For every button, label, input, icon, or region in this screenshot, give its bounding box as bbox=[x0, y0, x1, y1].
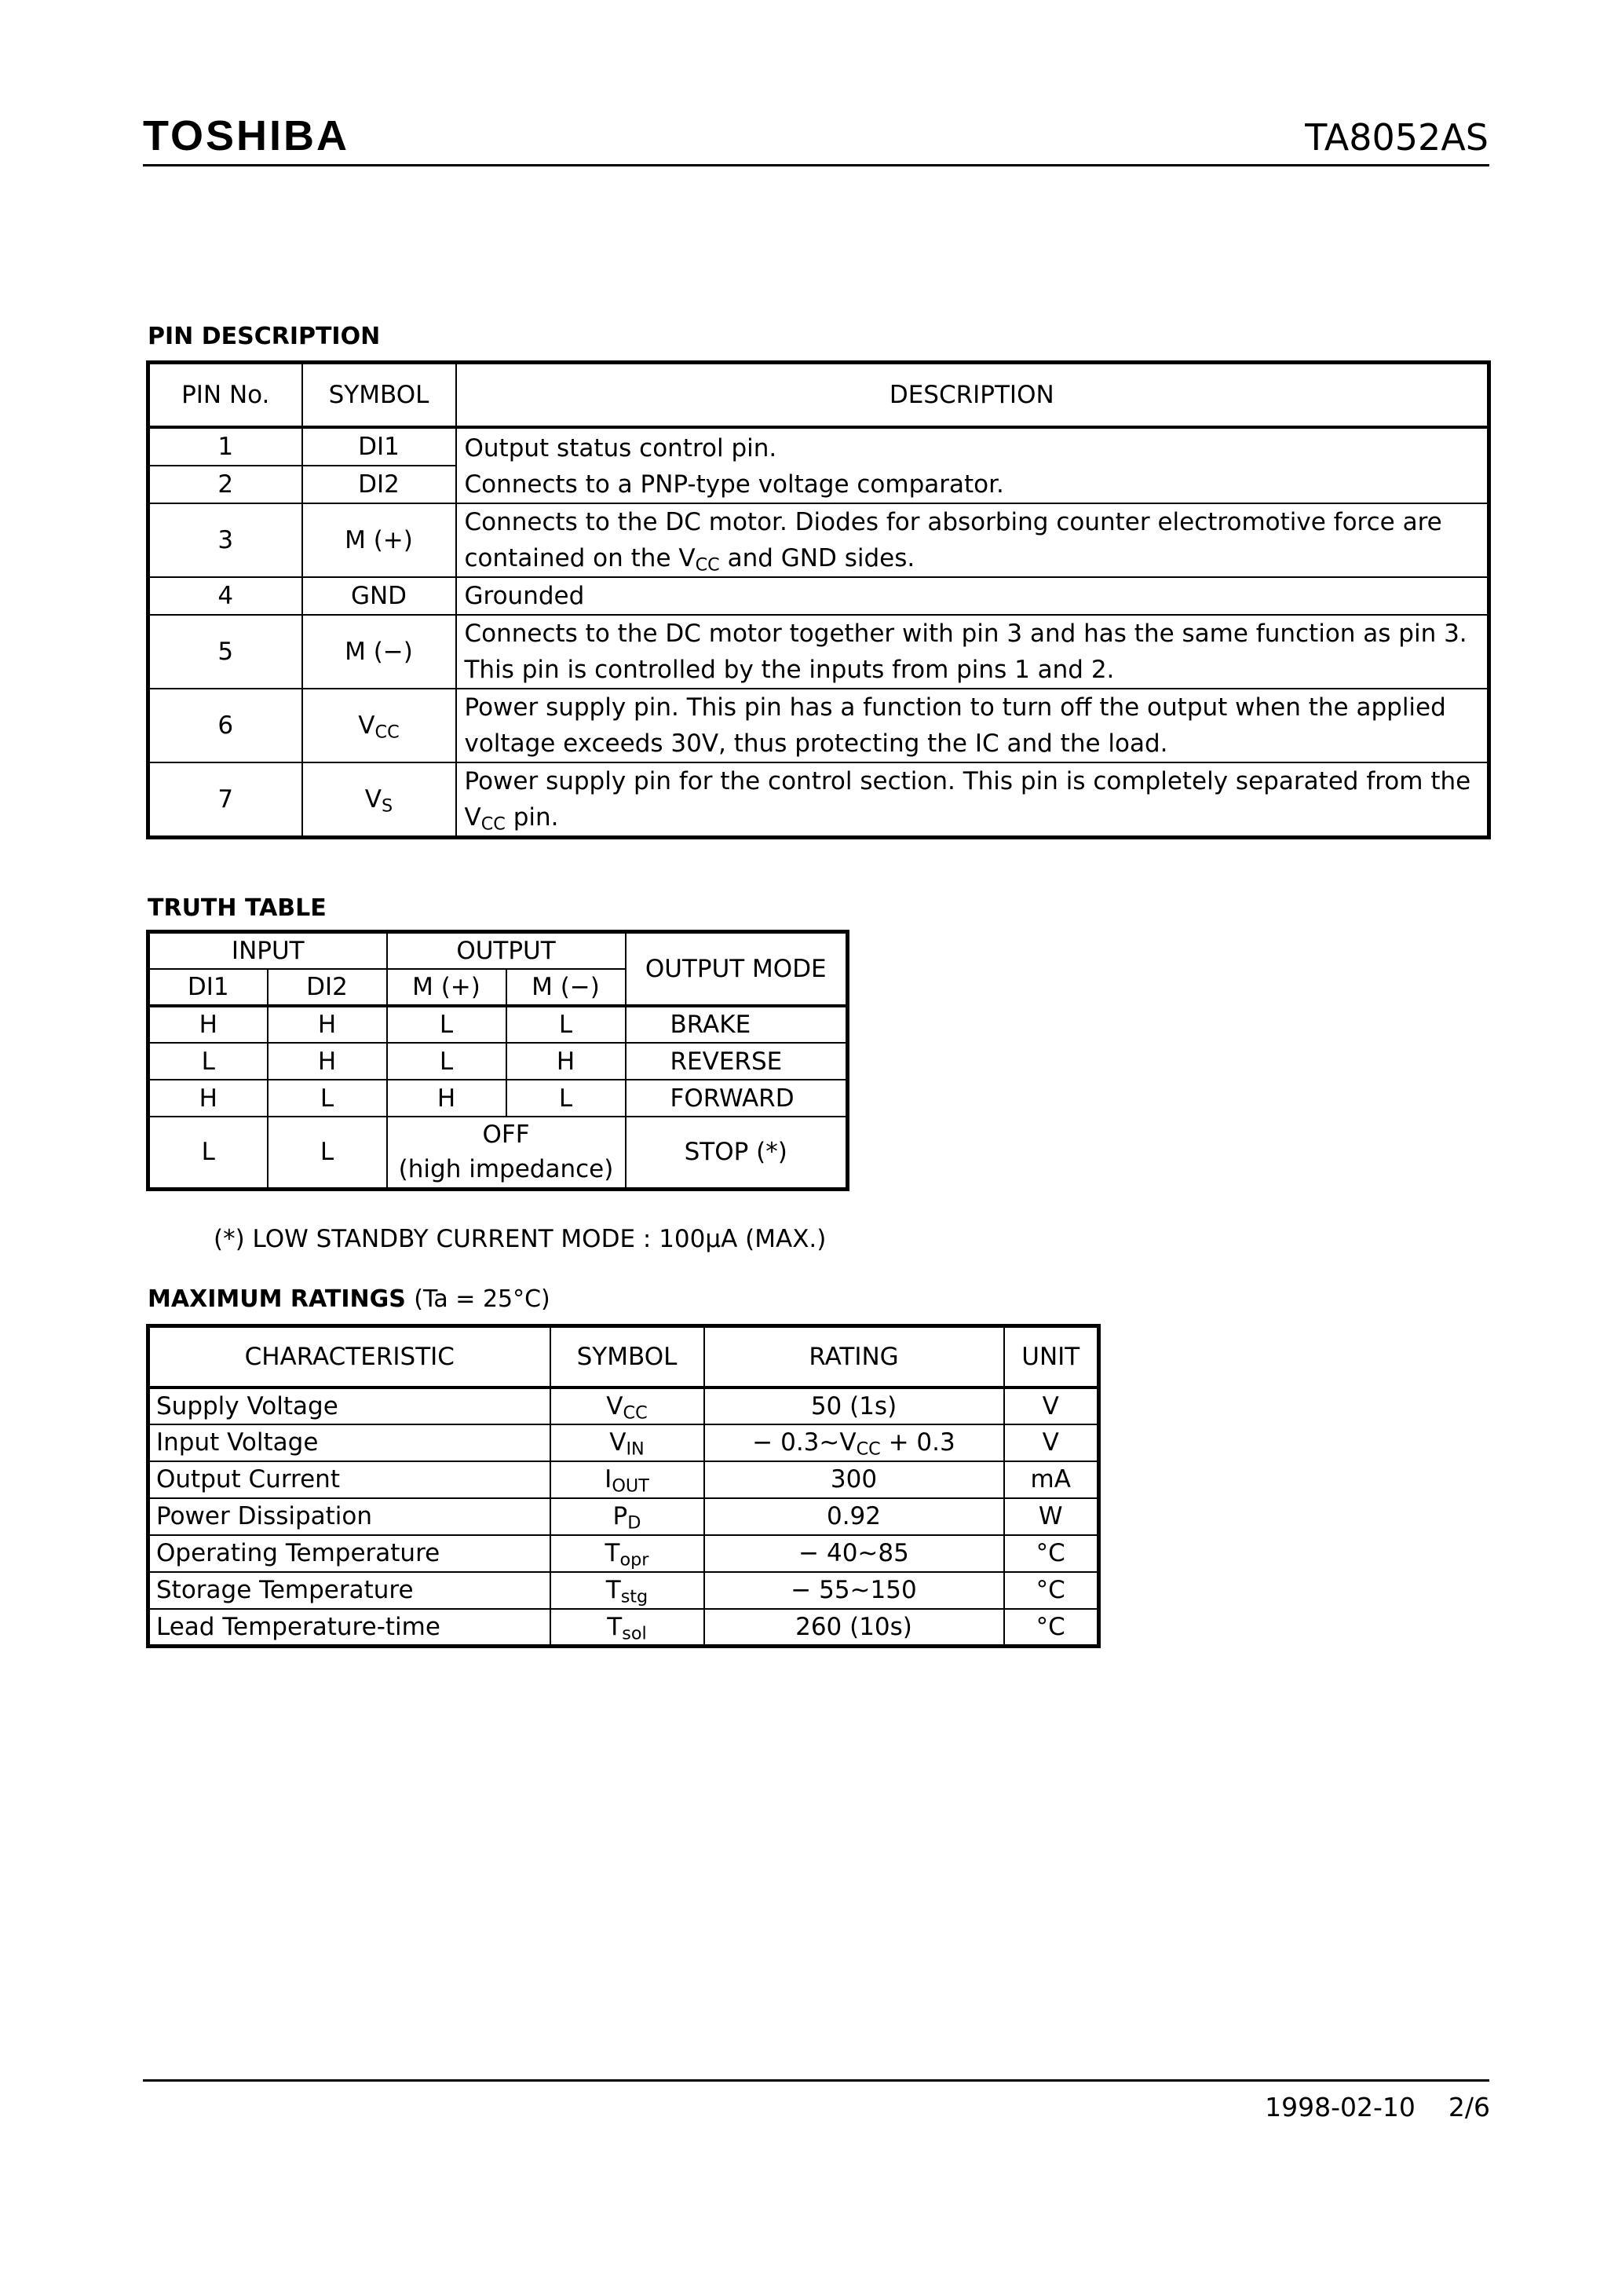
cell-di1: L bbox=[148, 1043, 268, 1080]
cell-characteristic: Storage Temperature bbox=[148, 1572, 550, 1609]
cell-symbol: $V_{CC}$ bbox=[550, 1387, 704, 1424]
cell-mode: FORWARD bbox=[626, 1080, 848, 1117]
max-ratings-heading: MAXIMUM RATINGS bbox=[148, 1285, 406, 1313]
cell-mplus: L bbox=[387, 1043, 506, 1080]
pin-number: 5 bbox=[148, 615, 302, 689]
cell-symbol: $T_{opr}$ bbox=[550, 1535, 704, 1572]
table-row bbox=[148, 1043, 848, 1080]
brand-logo: TOSHIBA bbox=[143, 112, 350, 159]
cell-unit: V bbox=[1004, 1424, 1099, 1461]
truth-table bbox=[146, 930, 849, 1191]
cell-unit: W bbox=[1004, 1498, 1099, 1535]
pin-number: 4 bbox=[148, 577, 302, 615]
pin-symbol: DI1 bbox=[302, 427, 456, 466]
pin-description: Output status control pin. bbox=[464, 433, 777, 462]
cell-rating: − 40~85 bbox=[704, 1535, 1004, 1572]
cell-characteristic: Operating Temperature bbox=[148, 1535, 550, 1572]
pin-number: 6 bbox=[148, 689, 302, 762]
col-header-symbol: SYMBOL bbox=[550, 1326, 704, 1387]
table-row bbox=[148, 1117, 848, 1189]
cell-unit: °C bbox=[1004, 1572, 1099, 1609]
pin-description: Connects to the DC motor. Diodes for absorbing counter electromotive force are contained on the $V_{CC}$ and GND sides. bbox=[456, 503, 1489, 577]
table-row bbox=[148, 503, 1489, 577]
input-group-header: INPUT bbox=[148, 932, 387, 970]
cell-mplus: L bbox=[387, 1006, 506, 1043]
cell-di2: H bbox=[268, 1043, 387, 1080]
cell-symbol: $T_{sol}$ bbox=[550, 1609, 704, 1647]
pin-number: 1 bbox=[148, 427, 302, 466]
cell-di2: L bbox=[268, 1080, 387, 1117]
pin-symbol: M (+) bbox=[302, 503, 456, 577]
cell-rating: 0.92 bbox=[704, 1498, 1004, 1535]
col-header-mminus: M (−) bbox=[506, 969, 626, 1006]
table-row bbox=[148, 762, 1489, 838]
cell-unit: °C bbox=[1004, 1609, 1099, 1647]
cell-mminus: H bbox=[506, 1043, 626, 1080]
table-row bbox=[148, 1006, 848, 1043]
col-header-rating: RATING bbox=[704, 1326, 1004, 1387]
cell-mminus: L bbox=[506, 1006, 626, 1043]
pin-description-title: PIN DESCRIPTION bbox=[148, 323, 381, 350]
pin-description: Power supply pin. This pin has a function to turn off the output when the applied voltage exceeds 30V, thus protecting the IC and the load. bbox=[456, 689, 1489, 762]
output-off-label: OFF bbox=[482, 1121, 530, 1150]
cell-mode: BRAKE bbox=[626, 1006, 848, 1043]
table-row bbox=[148, 1080, 848, 1117]
pin-description-table bbox=[146, 360, 1491, 839]
max-ratings-table bbox=[146, 1324, 1101, 1648]
truth-table-title: TRUTH TABLE bbox=[148, 894, 327, 922]
cell-characteristic: Lead Temperature-time bbox=[148, 1609, 550, 1647]
pin-number: 2 bbox=[148, 466, 302, 503]
cell-output-off bbox=[387, 1117, 626, 1189]
pin-description: Connects to the DC motor together with pin 3 and has the same function as pin 3. This pin is controlled by the inputs from pins 1 and 2. bbox=[456, 615, 1489, 689]
cell-symbol: $P_D$ bbox=[550, 1498, 704, 1535]
footer-date: 1998-02-10 bbox=[1265, 2092, 1416, 2122]
pin-symbol: GND bbox=[302, 577, 456, 615]
cell-rating: 260 (10s) bbox=[704, 1609, 1004, 1647]
cell-di1: H bbox=[148, 1080, 268, 1117]
footer bbox=[1265, 2092, 1490, 2122]
cell-symbol: $V_{IN}$ bbox=[550, 1424, 704, 1461]
col-header-unit: UNIT bbox=[1004, 1326, 1099, 1387]
cell-di2: L bbox=[268, 1117, 387, 1189]
table-row bbox=[148, 1535, 1099, 1572]
table-row bbox=[148, 689, 1489, 762]
table-row bbox=[148, 1572, 1099, 1609]
cell-di2: H bbox=[268, 1006, 387, 1043]
cell-mode: STOP (*) bbox=[626, 1117, 848, 1189]
table-row bbox=[148, 1387, 1099, 1424]
table-row bbox=[148, 1424, 1099, 1461]
pin-symbol: $V_{CC}$ bbox=[302, 689, 456, 762]
cell-symbol: $T_{stg}$ bbox=[550, 1572, 704, 1609]
cell-unit: °C bbox=[1004, 1535, 1099, 1572]
output-off-detail: (high impedance) bbox=[398, 1155, 614, 1184]
cell-characteristic: Supply Voltage bbox=[148, 1387, 550, 1424]
cell-mplus: H bbox=[387, 1080, 506, 1117]
cell-rating: − $0.3\sim V_{CC} + 0.3$ bbox=[704, 1424, 1004, 1461]
col-header-di1: DI1 bbox=[148, 969, 268, 1006]
table-row bbox=[148, 1498, 1099, 1535]
cell-characteristic: Power Dissipation bbox=[148, 1498, 550, 1535]
pin-description: Connects to a PNP-type voltage comparator. bbox=[464, 470, 1004, 499]
col-header-pin: PIN No. bbox=[148, 363, 302, 427]
pin-description: Grounded bbox=[456, 577, 1489, 615]
output-group-header: OUTPUT bbox=[387, 932, 626, 970]
part-number: TA8052AS bbox=[1305, 116, 1489, 159]
pin-number: 7 bbox=[148, 762, 302, 838]
pin-symbol: DI2 bbox=[302, 466, 456, 503]
col-header-symbol: SYMBOL bbox=[302, 363, 456, 427]
cell-characteristic: Output Current bbox=[148, 1461, 550, 1498]
cell-characteristic: Input Voltage bbox=[148, 1424, 550, 1461]
col-header-description: DESCRIPTION bbox=[456, 363, 1489, 427]
cell-unit: mA bbox=[1004, 1461, 1099, 1498]
cell-symbol: $I_{OUT}$ bbox=[550, 1461, 704, 1498]
pin-symbol: M (−) bbox=[302, 615, 456, 689]
footer-rule bbox=[143, 2079, 1489, 2082]
pin-description: Power supply pin for the control section. This pin is completely separated from the $V_{CC}$ pin. bbox=[456, 762, 1489, 838]
table-row bbox=[148, 1609, 1099, 1647]
cell-di1: H bbox=[148, 1006, 268, 1043]
cell-rating: 50 (1s) bbox=[704, 1387, 1004, 1424]
cell-rating: 300 bbox=[704, 1461, 1004, 1498]
table-row bbox=[148, 577, 1489, 615]
table-row bbox=[148, 1461, 1099, 1498]
cell-unit: V bbox=[1004, 1387, 1099, 1424]
truth-table-note: (*) LOW STANDBY CURRENT MODE : 100µA (MAX.) bbox=[214, 1225, 827, 1253]
col-header-di2: DI2 bbox=[268, 969, 387, 1006]
pin-description-cell bbox=[456, 427, 1489, 503]
max-ratings-condition: (Ta = 25°C) bbox=[414, 1285, 550, 1313]
output-mode-header: OUTPUT MODE bbox=[626, 932, 848, 1007]
pin-symbol: $V_S$ bbox=[302, 762, 456, 838]
header-rule bbox=[143, 164, 1489, 166]
cell-di1: L bbox=[148, 1117, 268, 1189]
table-row bbox=[148, 615, 1489, 689]
footer-page: 2/6 bbox=[1448, 2092, 1490, 2122]
col-header-characteristic: CHARACTERISTIC bbox=[148, 1326, 550, 1387]
cell-rating: − 55~150 bbox=[704, 1572, 1004, 1609]
cell-mminus: L bbox=[506, 1080, 626, 1117]
pin-number: 3 bbox=[148, 503, 302, 577]
table-row bbox=[148, 427, 1489, 466]
col-header-mplus: M (+) bbox=[387, 969, 506, 1006]
max-ratings-title bbox=[148, 1285, 550, 1313]
cell-mode: REVERSE bbox=[626, 1043, 848, 1080]
